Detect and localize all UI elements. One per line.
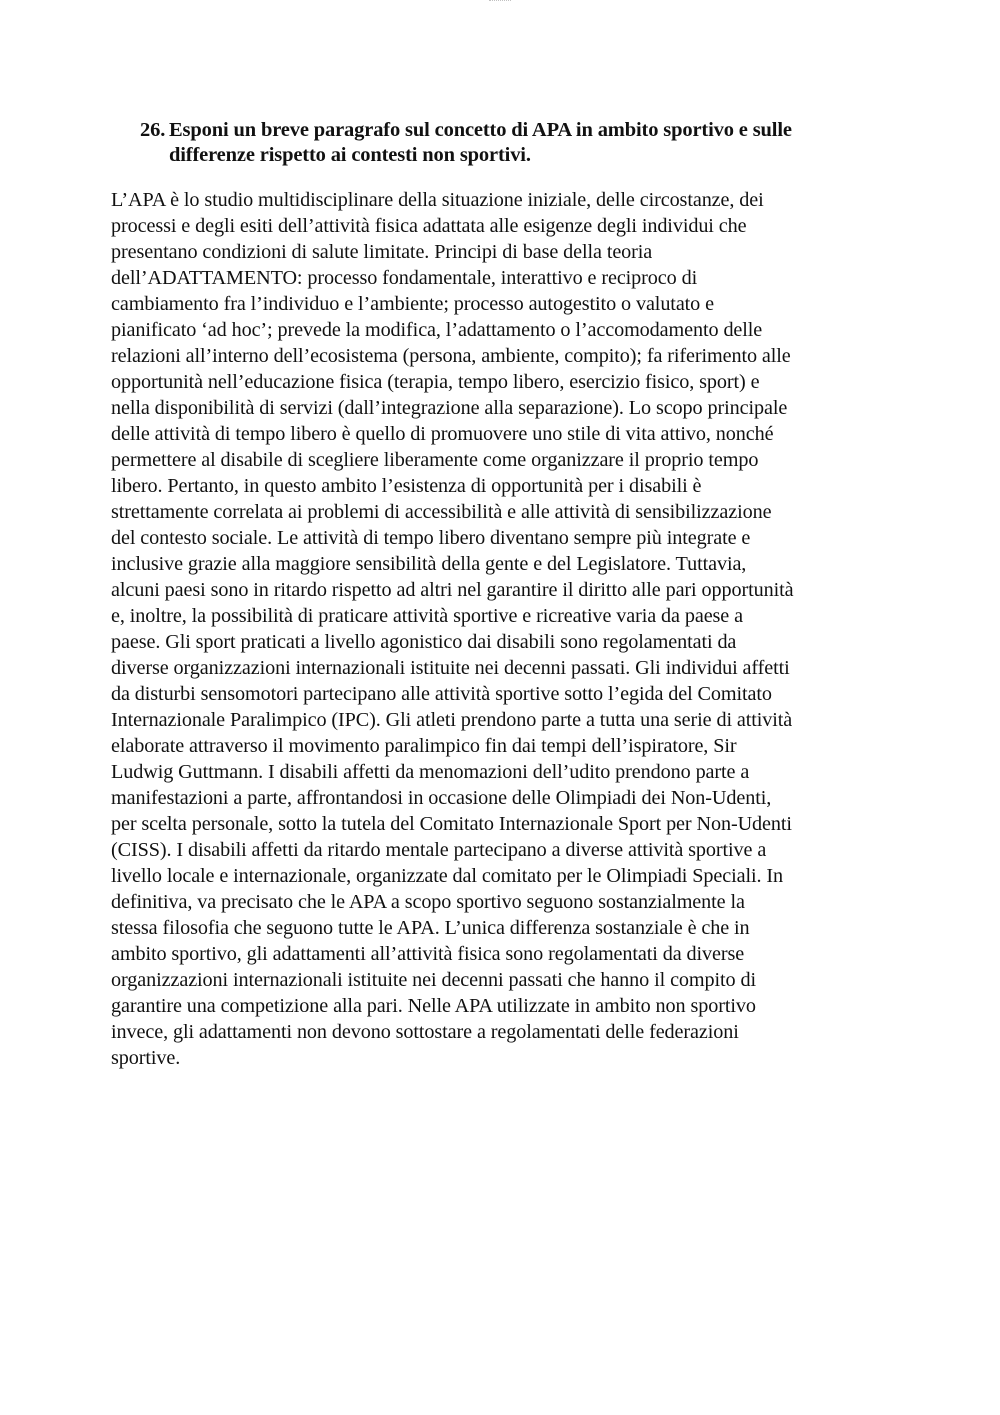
- answer-line: Internazionale Paralimpico (IPC). Gli atleti prendono parte a tutta una serie di attività: [111, 709, 793, 731]
- answer-line: cambiamento fra l’individuo e l’ambiente; processo autogestito o valutato e: [111, 293, 714, 315]
- page-top-mark: [489, 0, 511, 3]
- answer-line: L’APA è lo studio multidisciplinare della situazione iniziale, delle circostanze, dei: [111, 189, 764, 211]
- answer-line: e, inoltre, la possibilità di praticare attività sportive e ricreative varia da paese a: [111, 605, 743, 627]
- answer-line: garantire una competizione alla pari. Nelle APA utilizzate in ambito non sportivo: [111, 995, 756, 1017]
- answer-line: nella disponibilità di servizi (dall’integrazione alla separazione). Lo scopo principale: [111, 397, 788, 419]
- answer-line: per scelta personale, sotto la tutela del Comitato Internazionale Sport per Non-Udenti: [111, 813, 792, 835]
- answer-line: libero. Pertanto, in questo ambito l’esistenza di opportunità per i disabili è: [111, 475, 702, 497]
- answer-line: pianificato ‘ad hoc’; prevede la modifica, l’adattamento o l’accomodamento delle: [111, 319, 763, 341]
- answer-line: manifestazioni a parte, affrontandosi in occasione delle Olimpiadi dei Non-Udenti,: [111, 787, 772, 809]
- question-line: Esponi un breve paragrafo sul concetto di APA in ambito sportivo e sulle: [169, 119, 792, 141]
- answer-line: definitiva, va precisato che le APA a scopo sportivo seguono sostanzialmente la: [111, 891, 745, 913]
- answer-line: Ludwig Guttmann. I disabili affetti da menomazioni dell’udito prendono parte a: [111, 761, 750, 783]
- answer-line: alcuni paesi sono in ritardo rispetto ad altri nel garantire il diritto alle pari opportunità: [111, 579, 794, 601]
- answer-paragraph: [111, 187, 886, 1071]
- answer-line: dell’ADATTAMENTO: processo fondamentale, interattivo e reciproco di: [111, 267, 698, 289]
- question-heading: [140, 118, 880, 168]
- answer-line: delle attività di tempo libero è quello di promuovere uno stile di vita attivo, nonché: [111, 423, 774, 445]
- answer-line: diverse organizzazioni internazionali istituite nei decenni passati. Gli individui affetti: [111, 657, 790, 679]
- answer-line: permettere al disabile di scegliere liberamente come organizzare il proprio tempo: [111, 449, 759, 471]
- answer-line: da disturbi sensomotori partecipano alle attività sportive sotto l’egida del Comitato: [111, 683, 772, 705]
- answer-line: sportive.: [111, 1047, 181, 1069]
- answer-line: opportunità nell’educazione fisica (terapia, tempo libero, esercizio fisico, sport) e: [111, 371, 760, 393]
- question-number: 26.: [140, 119, 166, 141]
- answer-line: presentano condizioni di salute limitate. Principi di base della teoria: [111, 241, 653, 263]
- answer-line: (CISS). I disabili affetti da ritardo mentale partecipano a diverse attività sportive a: [111, 839, 767, 861]
- question-text: [169, 118, 880, 168]
- answer-line: invece, gli adattamenti non devono sottostare a regolamentati delle federazioni: [111, 1021, 739, 1043]
- question-first-row: [140, 118, 880, 168]
- answer-line: del contesto sociale. Le attività di tempo libero diventano sempre più integrate e: [111, 527, 751, 549]
- answer-line: strettamente correlata ai problemi di accessibilità e alle attività di sensibilizzazione: [111, 501, 772, 523]
- answer-line: livello locale e internazionale, organizzate dal comitato per le Olimpiadi Speciali. In: [111, 865, 783, 887]
- answer-line: paese. Gli sport praticati a livello agonistico dai disabili sono regolamentati da: [111, 631, 737, 653]
- answer-line: inclusive grazie alla maggiore sensibilità della gente e del Legislatore. Tuttavia,: [111, 553, 747, 575]
- answer-line: ambito sportivo, gli adattamenti all’attività fisica sono regolamentati da diverse: [111, 943, 745, 965]
- answer-line: relazioni all’interno dell’ecosistema (persona, ambiente, compito); fa riferimento alle: [111, 345, 791, 367]
- answer-line: elaborate attraverso il movimento paralimpico fin dai tempi dell’ispiratore, Sir: [111, 735, 737, 757]
- answer-line: processi e degli esiti dell’attività fisica adattata alle esigenze degli individui che: [111, 215, 747, 237]
- answer-line: organizzazioni internazionali istituite nei decenni passati che hanno il compito di: [111, 969, 756, 991]
- answer-line: stessa filosofia che seguono tutte le APA. L’unica differenza sostanziale è che in: [111, 917, 750, 939]
- question-line: differenze rispetto ai contesti non sportivi.: [169, 144, 531, 166]
